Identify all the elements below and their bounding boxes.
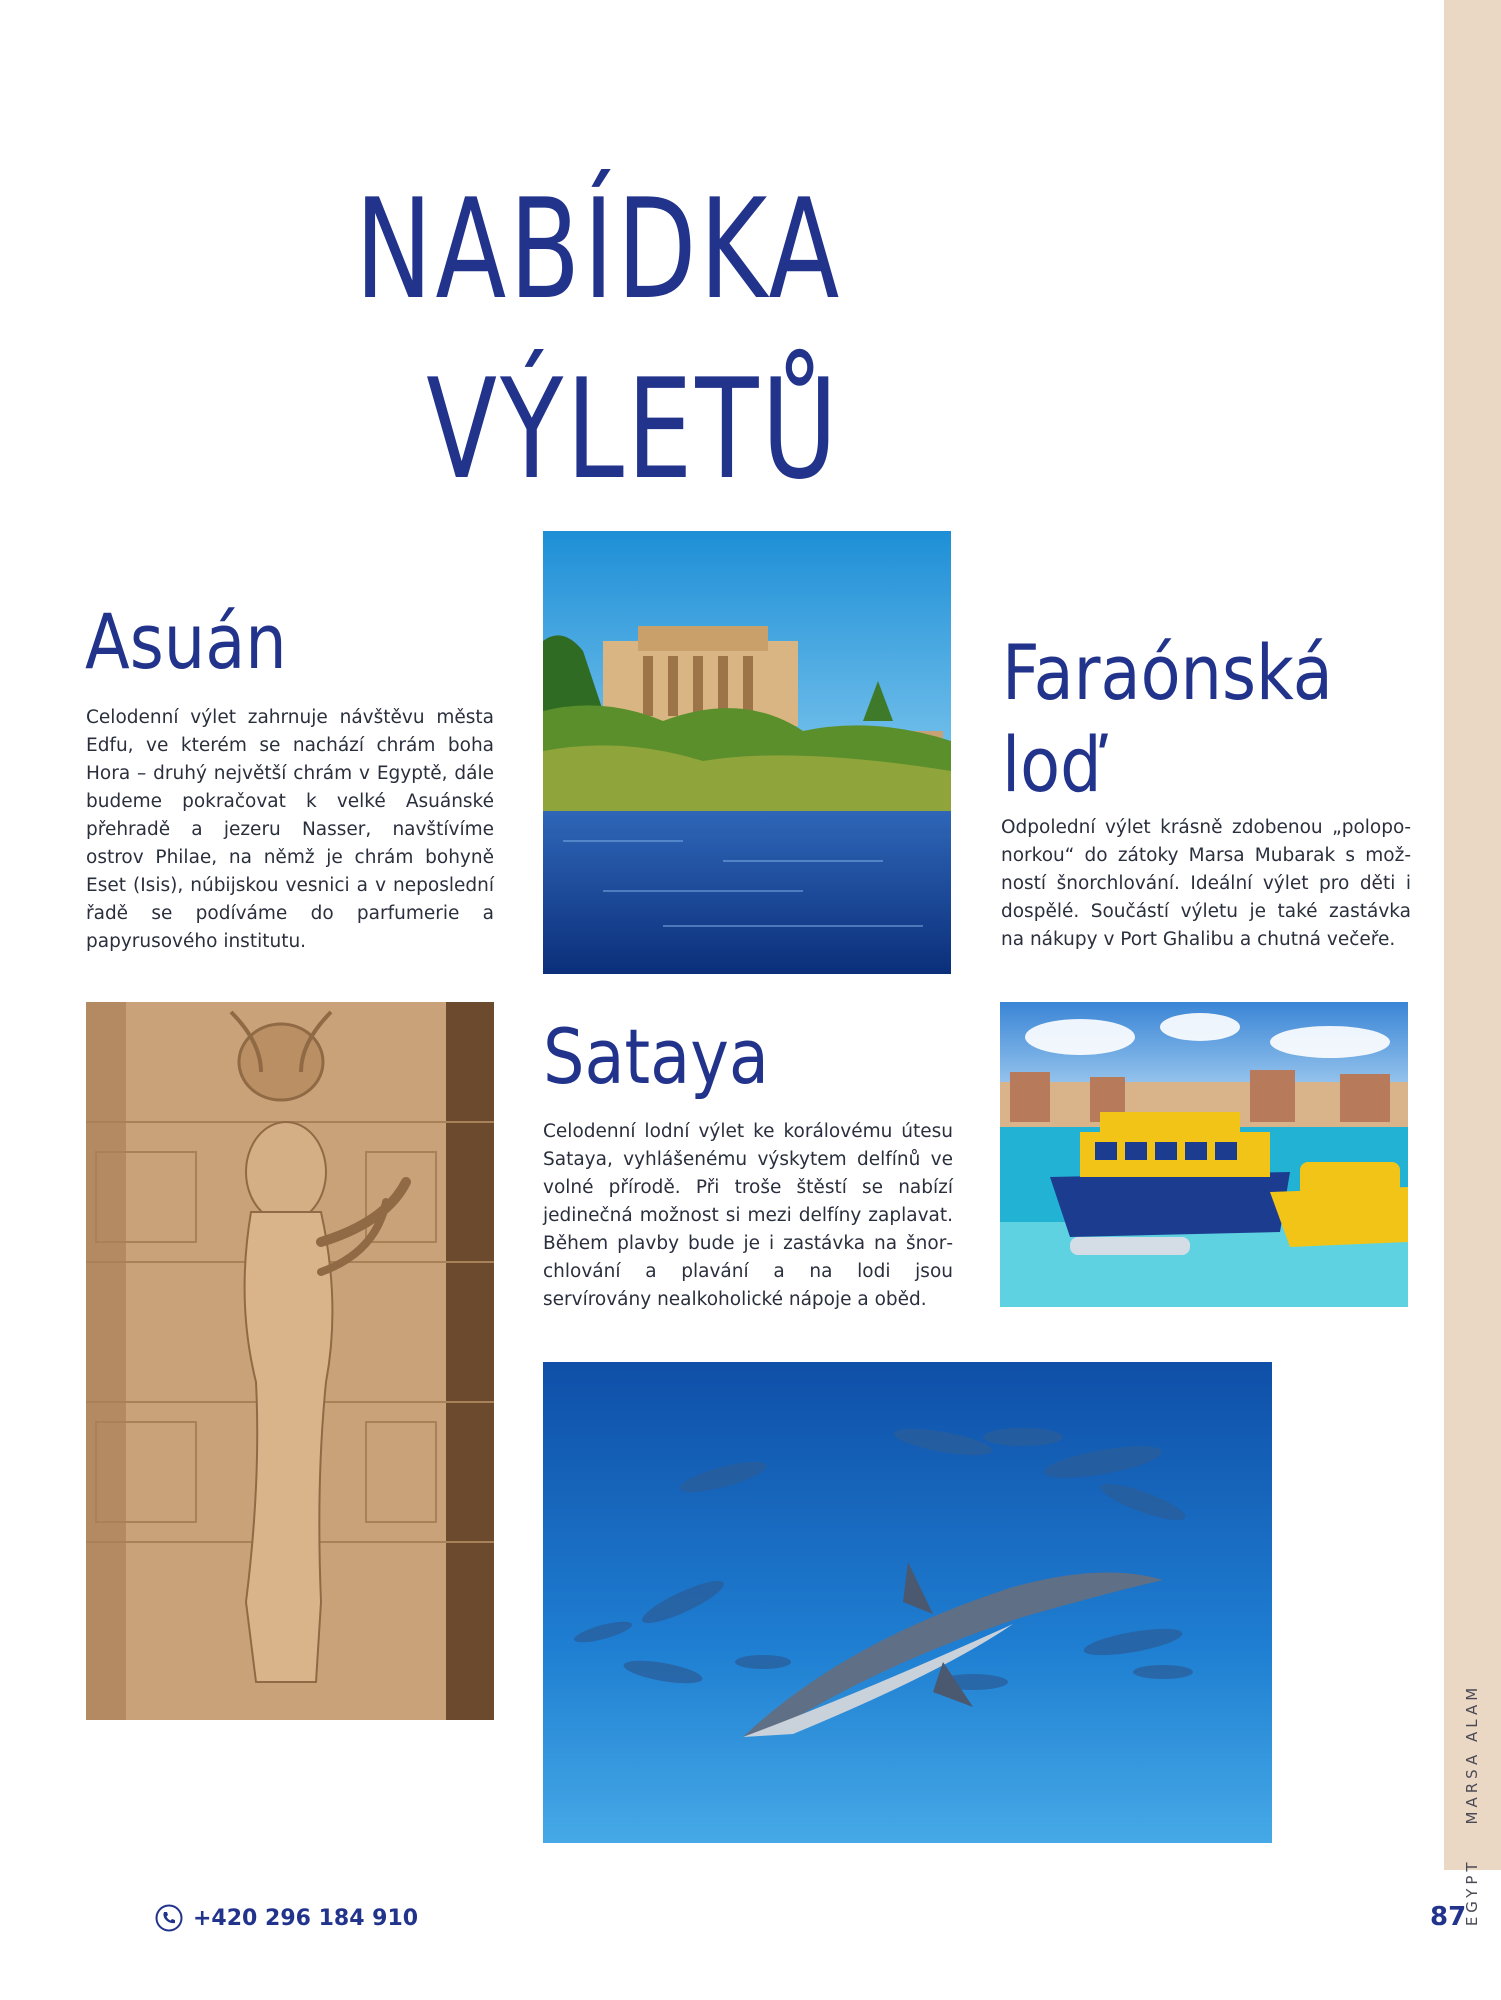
page-title-line-2: VÝLETŮ: [426, 349, 841, 510]
side-strip: [1444, 0, 1501, 1870]
page-number: 87: [1430, 1902, 1467, 1932]
page-title: [355, 160, 843, 520]
faraonska-lod-description: Odpolední výlet krásně zdobenou „poloponorkou“ do zátoky Marsa Mubarak s možností šnorchlování. Ideální výlet pro děti i dospělé. Součástí výletu je také zastávka na nákupy v Port Ghalibu a chutná večeře.: [1001, 817, 1411, 950]
asuan-heading: Asuán: [85, 597, 287, 686]
phone-number: +420 296 184 910: [193, 1905, 419, 1931]
page-title-line-1: NABÍDKA: [355, 169, 843, 330]
country-label: EGYPT: [1463, 1858, 1481, 1927]
phone-icon: [155, 1904, 183, 1932]
philae-temple-photo: [543, 531, 951, 974]
sataya-description: Celodenní lodní výlet ke korálovému útesu Sataya, vyhlášenému výskytem delfínů ve volné přírodě. Při troše štěstí se nabízí jedinečná možnost si mezi delfíny zaplavat. Během plavby bude je i zastávka na šnorchlování a plavání a na lodi jsou servírovány nealkoholické nápoje a oběd.: [543, 1121, 953, 1310]
section-label: [1463, 1684, 1481, 1926]
dolphins-photo: [543, 1362, 1272, 1843]
pharaoh-boat-photo: [1000, 1002, 1408, 1307]
faraonska-lod-heading: Faraónská loď: [1002, 628, 1333, 809]
region-label: MARSA ALAM: [1463, 1683, 1481, 1825]
sataya-heading: Sataya: [543, 1012, 769, 1101]
isis-relief-photo: [86, 1002, 494, 1720]
asuan-description: Celodenní výlet zahrnuje návštěvu města Edfu, ve kterém se nachází chrám boha Hora – druhý největší chrám v Egyptě, dále budeme pokračovat k velké Asuánské přehradě a jezeru Nasser, navštívíme ostrov Philae, na němž je chrám bohyně Eset (Isis), núbijskou vesnici a v neposlední řadě se podíváme do parfumerie a papyrusového institutu.: [86, 707, 494, 952]
footer-phone[interactable]: [155, 1904, 418, 1932]
